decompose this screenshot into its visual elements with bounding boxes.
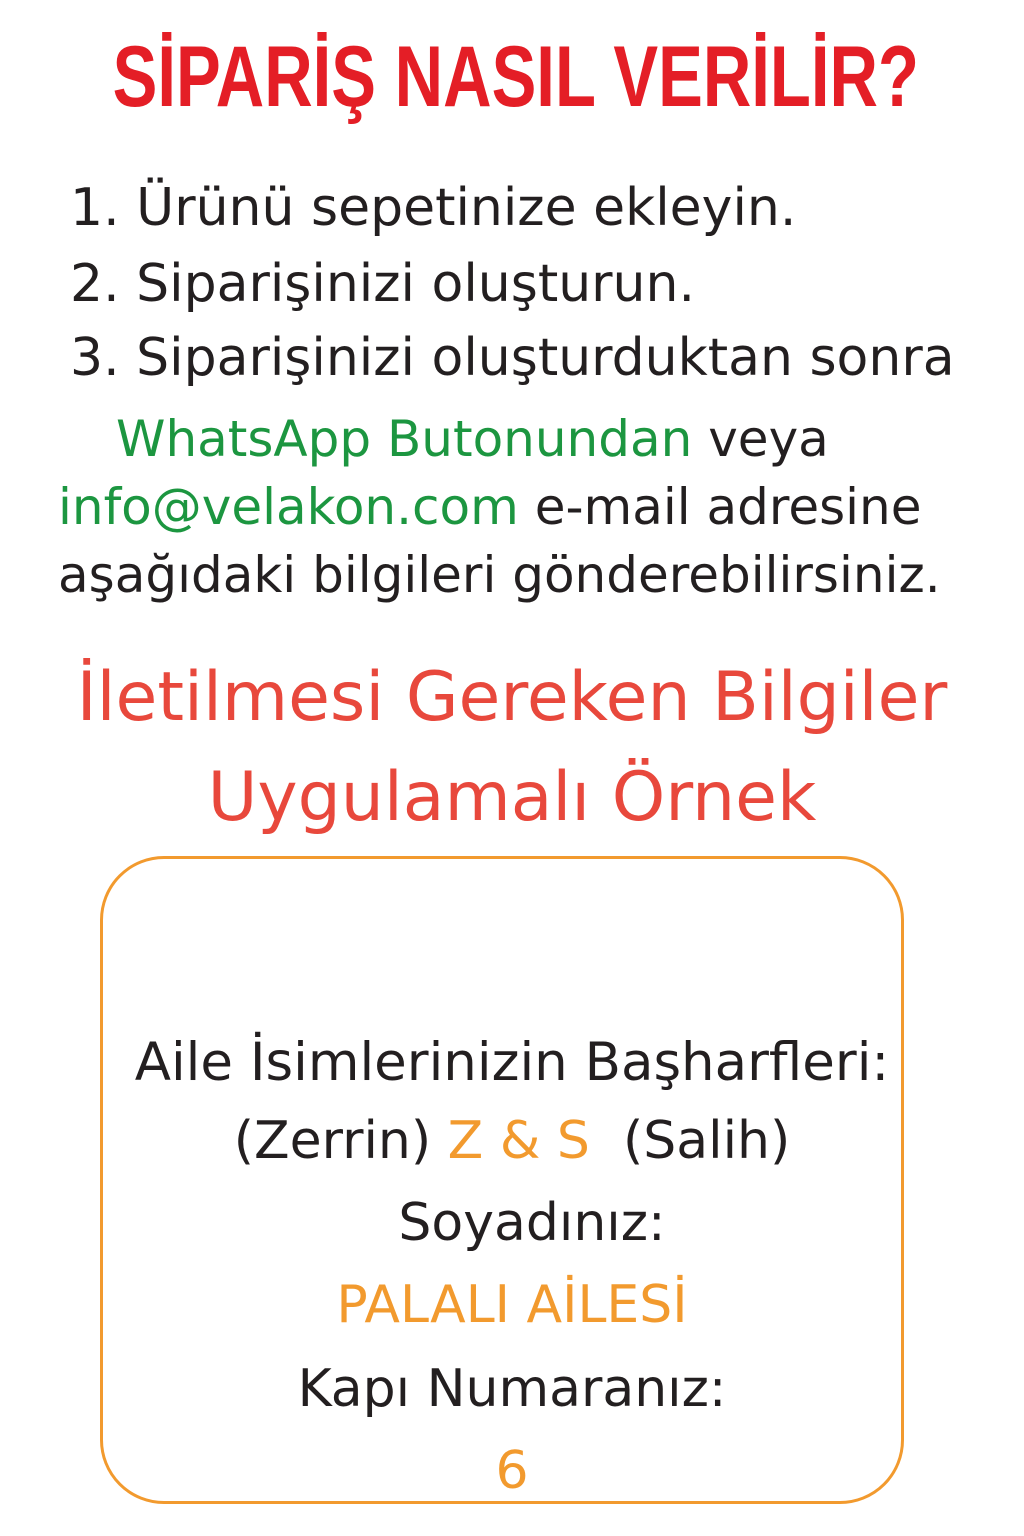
initials-label: Aile İsimlerinizin Başharfleri: <box>134 1032 890 1093</box>
or-text: veya <box>692 410 829 468</box>
email-link[interactable]: info@velakon.com <box>58 478 519 536</box>
door-number-label: Kapı Numaranız: <box>297 1359 727 1419</box>
surname-value: PALALI AİLESİ <box>336 1275 688 1335</box>
section-heading-line-1: İletilmesi Gereken Bilgiler <box>76 658 948 737</box>
step-3: 3. Siparişinizi oluşturduktan sonra <box>70 328 955 388</box>
page-title: SİPARİŞ NASIL VERİLİR? <box>112 29 919 125</box>
section-heading-line-2: Uygulamalı Örnek <box>207 758 817 837</box>
whatsapp-line <box>116 408 829 470</box>
initials-value: Z & S <box>447 1111 590 1171</box>
surname-label: Soyadınız: <box>398 1193 666 1253</box>
email-line <box>58 476 922 538</box>
name-2: (Salih) <box>589 1111 791 1171</box>
send-info-text: aşağıdaki bilgileri gönderebilirsiniz. <box>58 546 941 604</box>
email-suffix: e-mail adresine <box>518 478 922 536</box>
step-2: 2. Siparişinizi oluşturun. <box>70 254 695 314</box>
whatsapp-button-text[interactable]: WhatsApp Butonundan <box>116 410 693 468</box>
step-1: 1. Ürünü sepetinize ekleyin. <box>70 178 797 238</box>
name-1: (Zerrin) <box>233 1111 448 1171</box>
door-number-value: 6 <box>495 1441 529 1501</box>
initials-example <box>0 1108 1024 1174</box>
